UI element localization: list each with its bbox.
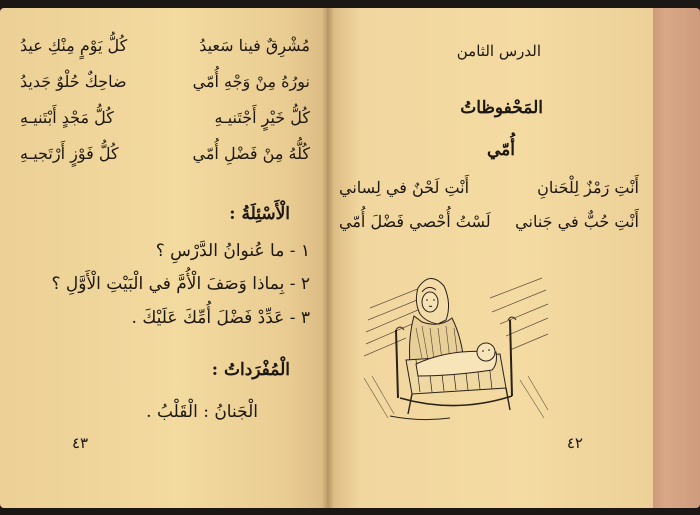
poem-line xyxy=(20,36,310,68)
hemistich-first: كُلُّهُ مِنْ فَضْلِ أُمّي xyxy=(192,144,310,163)
book-gutter xyxy=(322,8,334,508)
right-page xyxy=(328,8,653,508)
hemistich-second: كُلُّ مَجْدٍ أَبْتَنيـهِ xyxy=(20,108,114,127)
hemistich-first: نورُهُ مِنْ وَجْهِ أُمّي xyxy=(192,72,310,91)
page-number: ٤٣ xyxy=(72,434,89,452)
page-edges xyxy=(650,8,700,508)
left-page xyxy=(0,8,328,508)
page-number: ٤٢ xyxy=(566,434,583,452)
hemistich-second: كُلُّ يَوْمٍ مِنْكِ عيدُ xyxy=(20,36,128,55)
question-item: ٢ - بِماذا وَصَفَ الْأُمَّ في الْبَيْتِ الْأَوَّلِ ؟ xyxy=(51,274,310,294)
hemistich-first: مُشْرِقٌ فينا سَعيدُ xyxy=(199,36,310,55)
hemistich-first: أَنْتِ رَمْزٌ لِلْحَنانِ xyxy=(537,178,639,197)
poem-line xyxy=(20,108,310,140)
hemistich-first: كُلُّ خَيْرٍ أَجْتَنيـهِ xyxy=(214,108,310,127)
mother-cradle-illustration xyxy=(360,268,550,426)
hemistich-second: أَنْتِ لَحْنٌ في لِساني xyxy=(339,178,470,197)
poem-line xyxy=(339,178,639,210)
section-title: المَحْفوظاتُ xyxy=(460,98,543,118)
question-item: ٣ - عَدِّدْ فَضْلَ أُمِّكَ عَلَيْكَ . xyxy=(131,308,310,328)
hemistich-first: أَنْتِ حُبٌّ في جَناني xyxy=(515,212,639,231)
poem-line xyxy=(20,144,310,176)
hemistich-second: لَسْتُ أُحْصي فَضْلَ أُمّي xyxy=(339,212,491,231)
questions-heading: الْأَسْئِلَةُ : xyxy=(229,204,290,224)
lesson-title: الدرس الثامن xyxy=(456,42,541,60)
poem-line xyxy=(339,212,639,244)
hemistich-second: ضاحِكٌ حُلْوٌ جَديدُ xyxy=(20,72,127,91)
poem-line xyxy=(20,72,310,104)
vocabulary-heading: الْمُفْرَداتُ : xyxy=(211,360,290,380)
question-item: ١ - ما عُنوانُ الدَّرْسِ ؟ xyxy=(155,241,310,261)
poem-title: أُمّي xyxy=(487,140,515,160)
hemistich-second: كُلُّ فَوْزٍ أَرْتَجيـهِ xyxy=(20,144,119,163)
vocabulary-entry: الْجَنانُ : الْقَلْبُ . xyxy=(146,402,258,422)
